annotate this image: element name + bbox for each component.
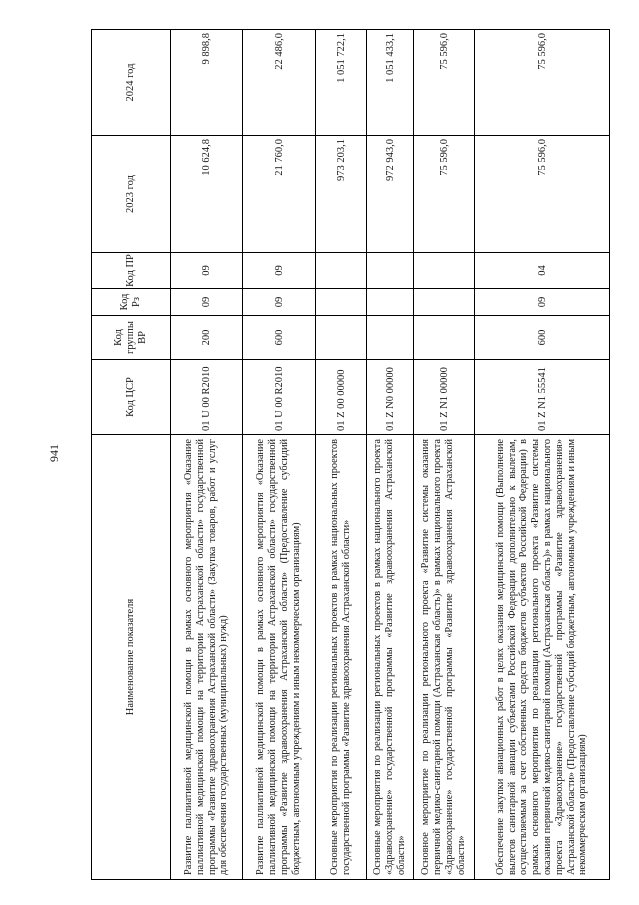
cell-2024: 1 051 433,1 [367,30,414,136]
header-rz: Код Рз [92,289,171,316]
cell-2023: 21 760,0 [243,136,316,253]
cell-rz [414,289,475,316]
header-2024: 2024 год [92,30,171,136]
rotated-page-content [91,30,611,880]
header-vr: Код группы ВР [92,316,171,360]
table-row [171,30,243,880]
header-pr: Код ПР [92,253,171,289]
cell-rz: 09 [475,289,610,316]
table-row [367,30,414,880]
cell-2024: 1 051 722,1 [316,30,367,136]
cell-rz [316,289,367,316]
cell-vr [367,316,414,360]
cell-rz [367,289,414,316]
cell-pr: 09 [243,253,316,289]
cell-2023: 972 943,0 [367,136,414,253]
budget-table [91,29,610,880]
cell-tsr: 01 Z 00 00000 [316,360,367,435]
cell-tsr: 01 U 00 R2010 [171,360,243,435]
cell-pr: 04 [475,253,610,289]
cell-vr: 600 [243,316,316,360]
cell-vr: 600 [475,316,610,360]
cell-2024: 75 596,0 [414,30,475,136]
header-name: Наименование показателя [92,435,171,880]
cell-tsr: 01 Z N1 00000 [414,360,475,435]
table-row [316,30,367,880]
cell-2024: 9 898,8 [171,30,243,136]
cell-2023: 10 624,8 [171,136,243,253]
cell-pr [316,253,367,289]
cell-2023: 75 596,0 [414,136,475,253]
header-tsr: Код ЦСР [92,360,171,435]
cell-tsr: 01 Z N1 55541 [475,360,610,435]
header-row [92,30,171,880]
cell-rz: 09 [243,289,316,316]
cell-vr: 200 [171,316,243,360]
cell-name: Развитие паллиативной медицинской помощи в рамках основного мероприятия «Оказание паллиативной медицинской помощи на территории Астраханской области» государственной программы «Развитие здравоохранения Астраханской области» (Предоставление субсидий бюджетным, автономным учреждениям и иным некоммерческим организациям) [243,435,316,880]
cell-2024: 22 486,0 [243,30,316,136]
header-2023: 2023 год [92,136,171,253]
cell-2023: 75 596,0 [475,136,610,253]
cell-name: Обеспечение закупки авиационных работ в целях оказания медицинской помощи (Выполнение вылетов санитарной авиации субъектами Российской Федерации дополнительно к вылетам, осуществляемым за счет собственных средств бюджетов субъектов Российской Федерации) в рамках основного мероприятия по реализации регионального проекта «Развитие системы оказания первичной медико-санитарной помощи (Астраханская область)» в рамках национального проекта «Здравоохранение» государственной программы «Развитие здравоохранения» Астраханской области» (Предоставление субсидий бюджетным, автономным учреждениям и иным некоммерческим организациям) [475,435,610,880]
cell-rz: 09 [171,289,243,316]
cell-name: Развитие паллиативной медицинской помощи в рамках основного мероприятия «Оказание паллиативной медицинской помощи на территории Астраханской области» государственной программы «Развитие здравоохранения Астраханской области» (Закупка товаров, работ и услуг для обеспечения государственных (муниципальных) нужд) [171,435,243,880]
cell-pr: 09 [171,253,243,289]
cell-pr [414,253,475,289]
cell-tsr: 01 Z N0 00000 [367,360,414,435]
cell-2024: 75 596,0 [475,30,610,136]
table-row [243,30,316,880]
cell-name: Основные мероприятия по реализации региональных проектов в рамках национального проекта «Здравоохранение» государственной программы «Развитие здравоохранения Астраханской области» [367,435,414,880]
cell-pr [367,253,414,289]
cell-name: Основные мероприятия по реализации региональных проектов в рамках национальных проектов государственной программы «Развитие здравоохранения Астраханской области» [316,435,367,880]
cell-vr [316,316,367,360]
cell-2023: 973 203,1 [316,136,367,253]
table-row [475,30,610,880]
table-row [414,30,475,880]
cell-name: Основное мероприятие по реализации регионального проекта «Развитие системы оказания первичной медико-санитарной помощи (Астраханская область)» в рамках национального проекта «Здравоохранение» государственной программы «Развитие здравоохранения Астраханской области» [414,435,475,880]
cell-tsr: 01 U 00 R2010 [243,360,316,435]
cell-vr [414,316,475,360]
page-number: 941 [47,444,61,462]
